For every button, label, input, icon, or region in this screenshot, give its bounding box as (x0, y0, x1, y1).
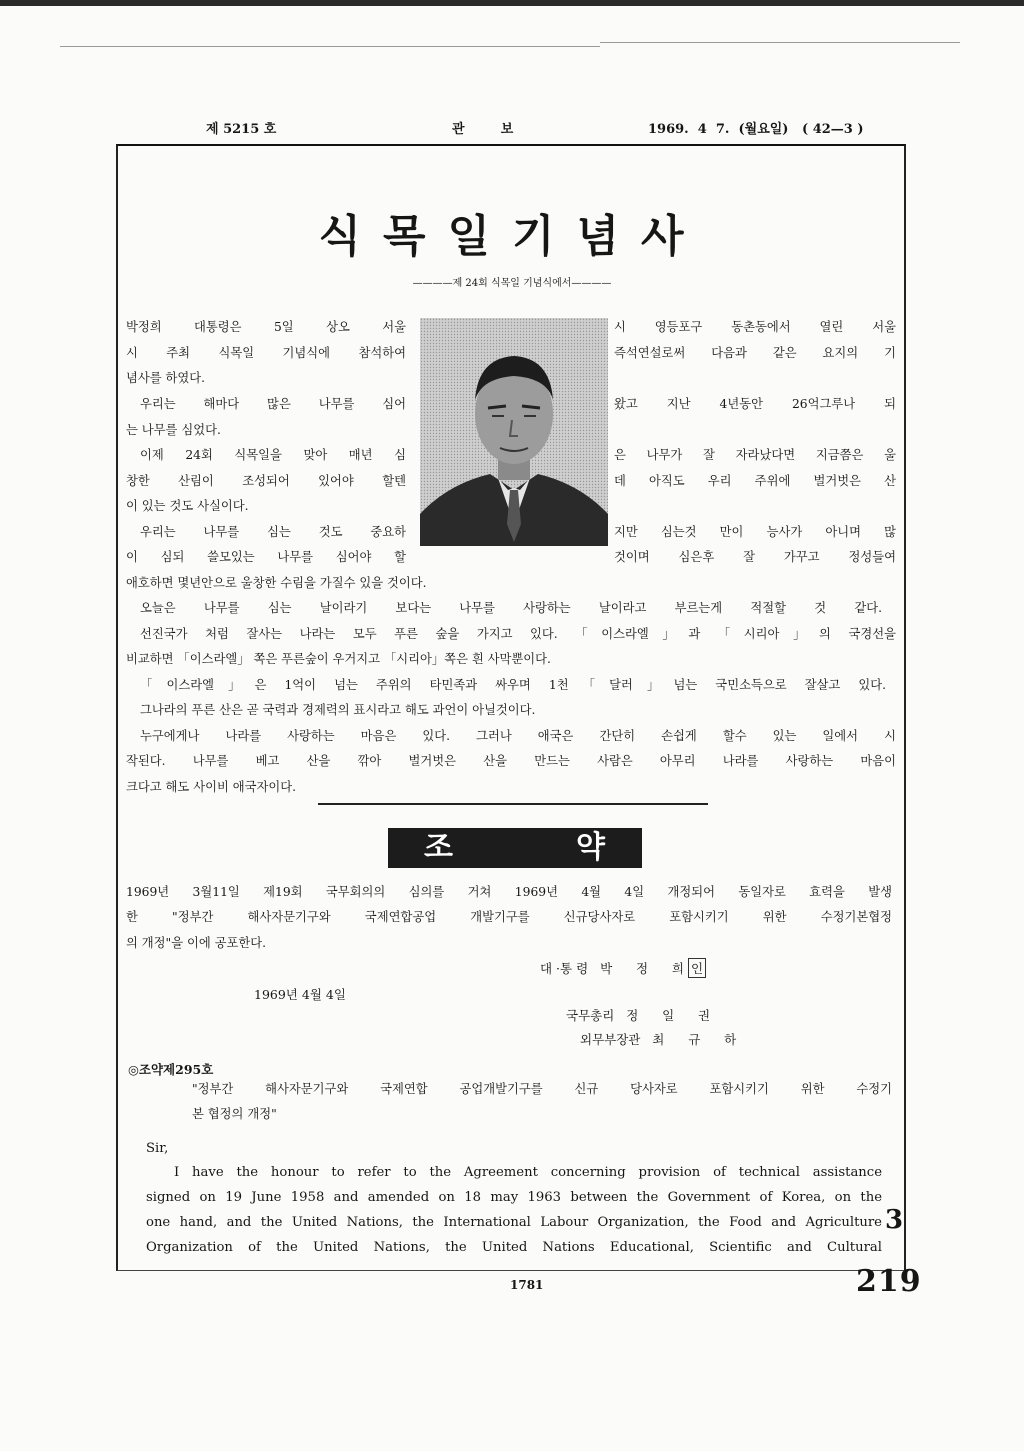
article-line: 지만 심는것 만이 능사가 아니며 많 (614, 525, 896, 539)
article-line: 시 주최 식목일 기념식에 참석하여 (126, 346, 406, 360)
scan-top-edge (0, 0, 1024, 6)
article-line: 누구에게나 나라를 사랑하는 마음은 있다. 그러나 애국은 간단히 손쉽게 할수 있는 일에서 시 (140, 729, 896, 743)
page-title: 식목일기념사 (318, 211, 706, 262)
promulgation-date: 1969년 4월 4일 (254, 987, 346, 1002)
article-line: 크다고 해도 사이비 애국자이다. (126, 780, 297, 794)
article-line: 즉석연설로써 다음과 같은 요지의 기 (614, 346, 896, 360)
article-line: 애호하면 몇년안으로 울창한 수림을 가질수 있을 것이다. (126, 576, 427, 590)
treaty-intro-line: 한 "정부간 해사자문기구와 국제연합공업 개발기구를 신규당사자로 포함시키기 위한 수정기본협정 (126, 910, 892, 924)
treaty-intro-line: 의 개정"을 이에 공포한다. (126, 936, 267, 950)
section-divider (318, 803, 708, 805)
letter-line: I have the honour to refer to the Agreement concerning provision of technical assistance (174, 1165, 882, 1180)
gazette-name: 관 보 (452, 122, 514, 137)
issue-date: 1969. 4 7. (월요일) ( 42—3 ) (648, 122, 864, 137)
article-line: 이 있는 것도 사실이다. (126, 499, 249, 513)
treaty-title-line: 본 협정의 개정" (192, 1107, 277, 1121)
article-line: 것이며 심은후 잘 가꾸고 정성들여 (614, 550, 896, 564)
treaty-heading-char: 약 (576, 830, 605, 865)
article-line: 데 아직도 우리 주위에 벌거벗은 산 (614, 474, 896, 488)
treaty-number: ◎조약제295호 (128, 1062, 214, 1077)
article-line: 「이스라엘」은 1억이 넘는 주위의 타민족과 싸우며 1천「달러」넘는 국민소득으로 잘살고 있다. (140, 678, 886, 692)
letter-line: one hand, and the United Nations, the International Labour Organization, the Food and Agriculture (146, 1215, 882, 1230)
treaty-intro-line: 1969년 3월11일 제19회 국무회의의 심의를 거쳐 1969년 4월 4일 개정되어 동일자로 효력을 발생 (126, 885, 892, 899)
page-number: 1781 (510, 1278, 544, 1292)
letter-line: signed on 19 June 1958 and amended on 18 may 1963 between the Government of Korea, on the (146, 1190, 882, 1205)
seal-mark: 인 (688, 958, 706, 978)
scan-artifact-line (600, 42, 960, 43)
letter-line: Organization of the United Nations, the United Nations Educational, Scientific and Cultural (146, 1240, 882, 1255)
article-line: 이제 24회 식목일을 맞아 매년 심 (140, 448, 406, 462)
article-line: 비교하면 「이스라엘」 쪽은 푸른숲이 우거지고 「시리아」쪽은 흰 사막뿐이다. (126, 652, 551, 666)
article-line: 작된다. 나무를 베고 산을 깎아 벌거벗은 산을 만드는 사람은 아무리 나라를 사랑하는 마음이 (126, 754, 896, 768)
article-line: 우리는 해마다 많은 나무를 심어 (140, 397, 406, 411)
issue-number: 제 5215 호 (206, 122, 277, 137)
article-line: 오늘은 나무를 심는 날이라기 보다는 나무를 사랑하는 날이라고 부르는게 적절할 것 같다. (140, 601, 882, 615)
signature-president-text: 대 ·통 령 박 정 희 (540, 961, 684, 976)
article-line: 박정희 대통령은 5일 상오 서울 (126, 320, 406, 334)
scan-artifact-line (60, 46, 600, 47)
article-line: 념사를 하였다. (126, 371, 206, 385)
article-line: 은 나무가 잘 자라났다면 지금쯤은 울 (614, 448, 896, 462)
page-subtitle: ————제 24회 식목일 기념식에서———— (412, 278, 612, 289)
article-line: 왔고 지난 4년동안 26억그루나 되 (614, 397, 896, 411)
treaty-heading-char: 조 (424, 830, 453, 865)
treaty-heading (388, 828, 642, 868)
margin-mark: 3 (885, 1205, 904, 1235)
treaty-title-line: "정부간 해사자문기구와 국제연합 공업개발기구를 신규 당사자로 포함시키기 위한 수정기 (192, 1082, 892, 1096)
article-line: 이 심되 쓸모있는 나무를 심어야 할 (126, 550, 406, 564)
letter-salutation: Sir, (146, 1141, 169, 1156)
signature-prime-minister: 국무총리 정 일 권 (566, 1008, 711, 1023)
article-line: 그나라의 푸른 산은 곧 국력과 경제력의 표시라고 해도 과언이 아닐것이다. (140, 703, 536, 717)
article-line: 창한 산림이 조성되어 있어야 할텐 (126, 474, 406, 488)
portrait-photo (420, 318, 608, 546)
signature-foreign-minister: 외무부장관 최 규 하 (580, 1032, 737, 1047)
article-line: 선진국가 처럼 잘사는 나라는 모두 푸른 숲을 가지고 있다. 「이스라엘」과 「시리아」의 국경선을 (140, 627, 896, 641)
article-line: 우리는 나무를 심는 것도 중요하 (140, 525, 406, 539)
signature-president (540, 958, 706, 978)
article-line: 는 나무를 심었다. (126, 423, 221, 437)
article-line: 시 영등포구 동촌동에서 열린 서울 (614, 320, 896, 334)
stamped-page-number: 219 (856, 1264, 922, 1299)
